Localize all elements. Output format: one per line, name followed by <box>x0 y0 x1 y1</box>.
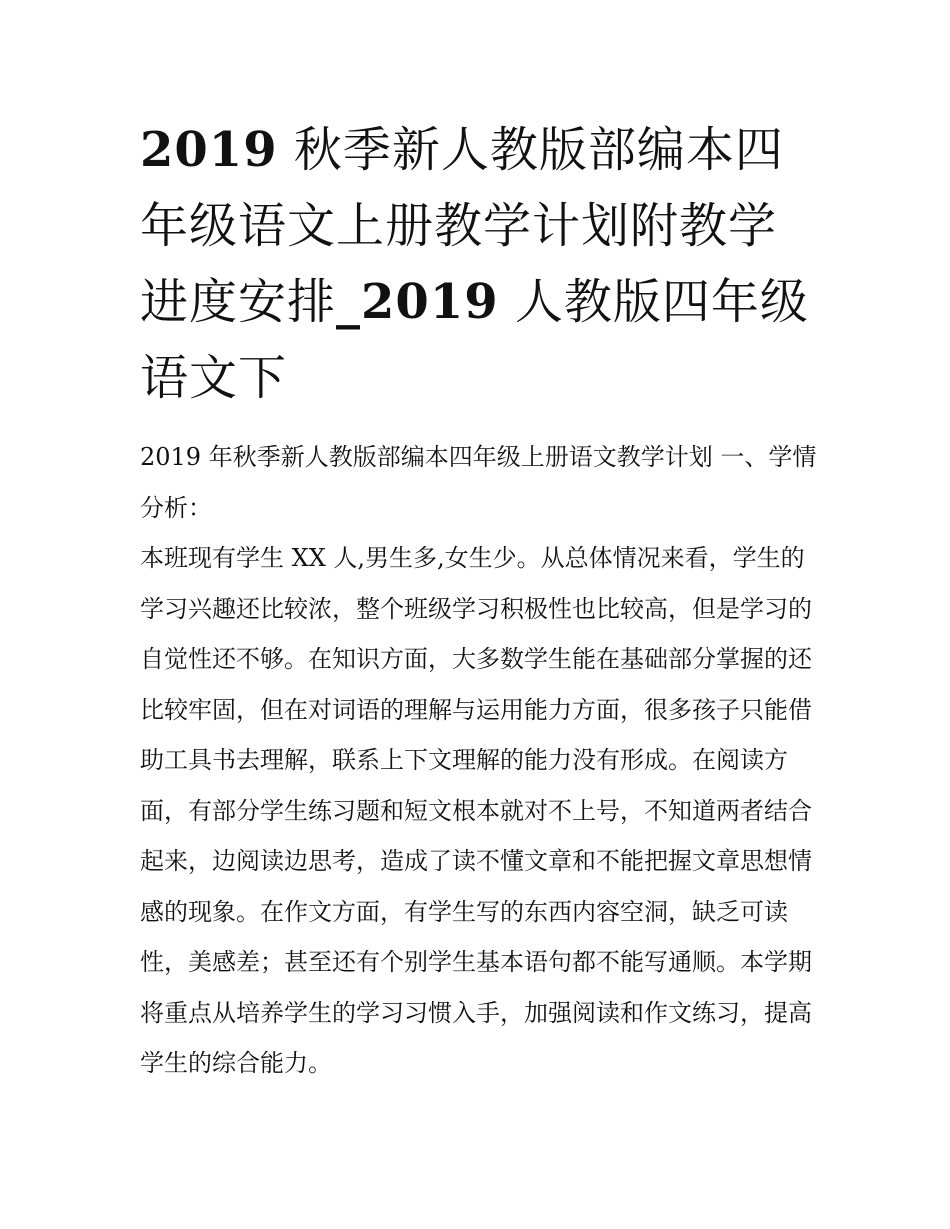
document-title <box>140 112 820 416</box>
intro-paragraph: 2019 年秋季新人教版部编本四年级上册语文教学计划 一、学情分析： <box>140 443 817 522</box>
title-part-year: 2019 <box>140 122 278 178</box>
title-part-main: 秋季新人教版部编本四年级语文上册教学计划附教学进度安排 <box>140 122 784 330</box>
document-body <box>140 432 820 1089</box>
title-part-year-2: _2019 <box>336 274 499 330</box>
analysis-paragraph: 本班现有学生 XX 人,男生多,女生少。从总体情况来看，学生的学习兴趣还比较浓，整个班级学习积极性也比较高，但是学习的自觉性还不够。在知识方面，大多数学生能在基础部分掌握的还比较牢固，但在对词语的理解与运用能力方面，很多孩子只能借助工具书去理解，联系上下文理解的能力没有形成。在阅读方面，有部分学生练习题和短文根本就对不上号，不知道两者结合起来，边阅读边思考，造成了读不懂文章和不能把握文章思想情感的现象。在作文方面，有学生写的东西内容空洞，缺乏可读性，美感差；甚至还有个别学生基本语句都不能写通顺。本学期将重点从培养学生的学习习惯入手，加强阅读和作文练习，提高学生的综合能力。 <box>140 544 812 1077</box>
title-part-tail: 人教版四年级语文下 <box>140 274 809 406</box>
